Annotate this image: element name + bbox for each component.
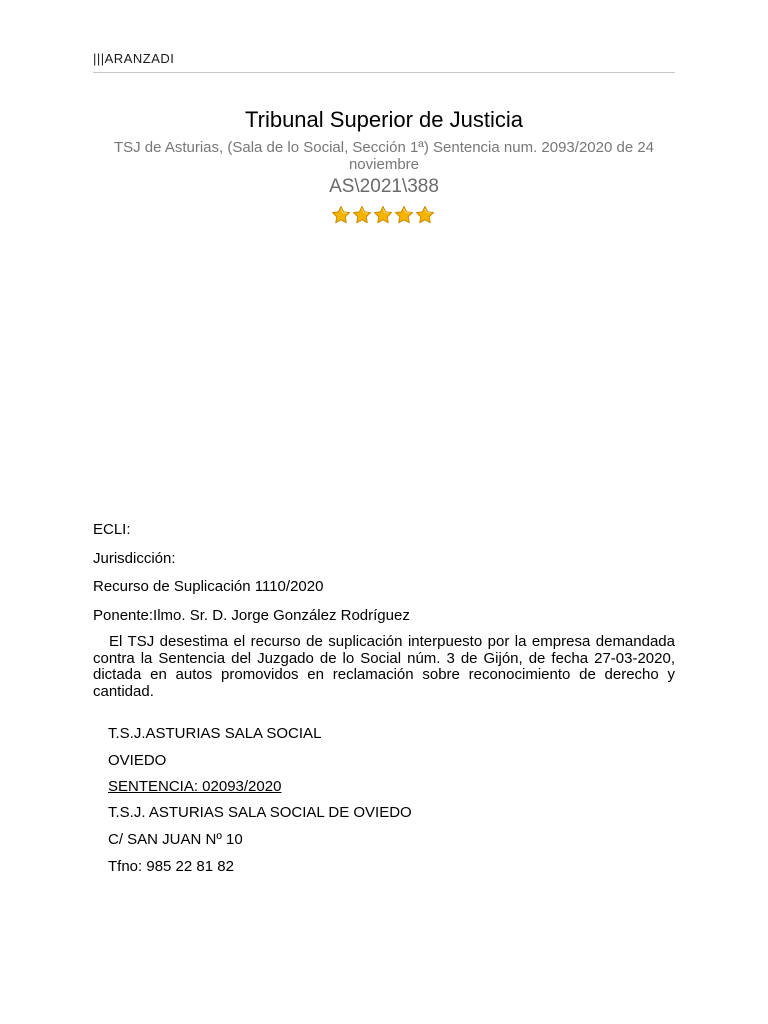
star-icon	[331, 205, 351, 225]
aranzadi-logo: |||ARANZADI	[93, 51, 175, 66]
court-line-2: OVIEDO	[108, 752, 167, 769]
court-address: C/ SAN JUAN Nº 10	[108, 831, 243, 848]
sentencia-number: SENTENCIA: 02093/2020	[108, 778, 282, 795]
document-subtitle: TSJ de Asturias, (Sala de lo Social, Sección 1ª) Sentencia num. 2093/2020 de 24 noviembre	[113, 139, 655, 173]
summary-paragraph: El TSJ desestima el recurso de suplicación interpuesto por la empresa demandada contra la Sentencia del Juzgado de lo Social núm. 3 de Gijón, de fecha 27-03-2020, dictada en autos promovidos en reclamación sobre reconocimiento de derecho y cantidad.	[93, 633, 675, 700]
court-line-4: T.S.J. ASTURIAS SALA SOCIAL DE OVIEDO	[108, 804, 412, 821]
ecli-label: ECLI:	[93, 521, 131, 538]
jurisdiccion-label: Jurisdicción:	[93, 550, 176, 567]
ponente-line: Ponente:Ilmo. Sr. D. Jorge González Rodríguez	[93, 607, 410, 624]
star-icon	[415, 205, 435, 225]
star-icon	[352, 205, 372, 225]
header-divider	[93, 72, 675, 73]
document-title: Tribunal Superior de Justicia	[245, 107, 523, 132]
rating-stars	[331, 205, 435, 227]
document-reference: AS\2021\388	[329, 176, 439, 197]
court-phone: Tfno: 985 22 81 82	[108, 858, 234, 875]
recurso-line: Recurso de Suplicación 1110/2020	[93, 578, 324, 595]
court-line-1: T.S.J.ASTURIAS SALA SOCIAL	[108, 725, 322, 742]
star-icon	[394, 205, 414, 225]
star-icon	[373, 205, 393, 225]
